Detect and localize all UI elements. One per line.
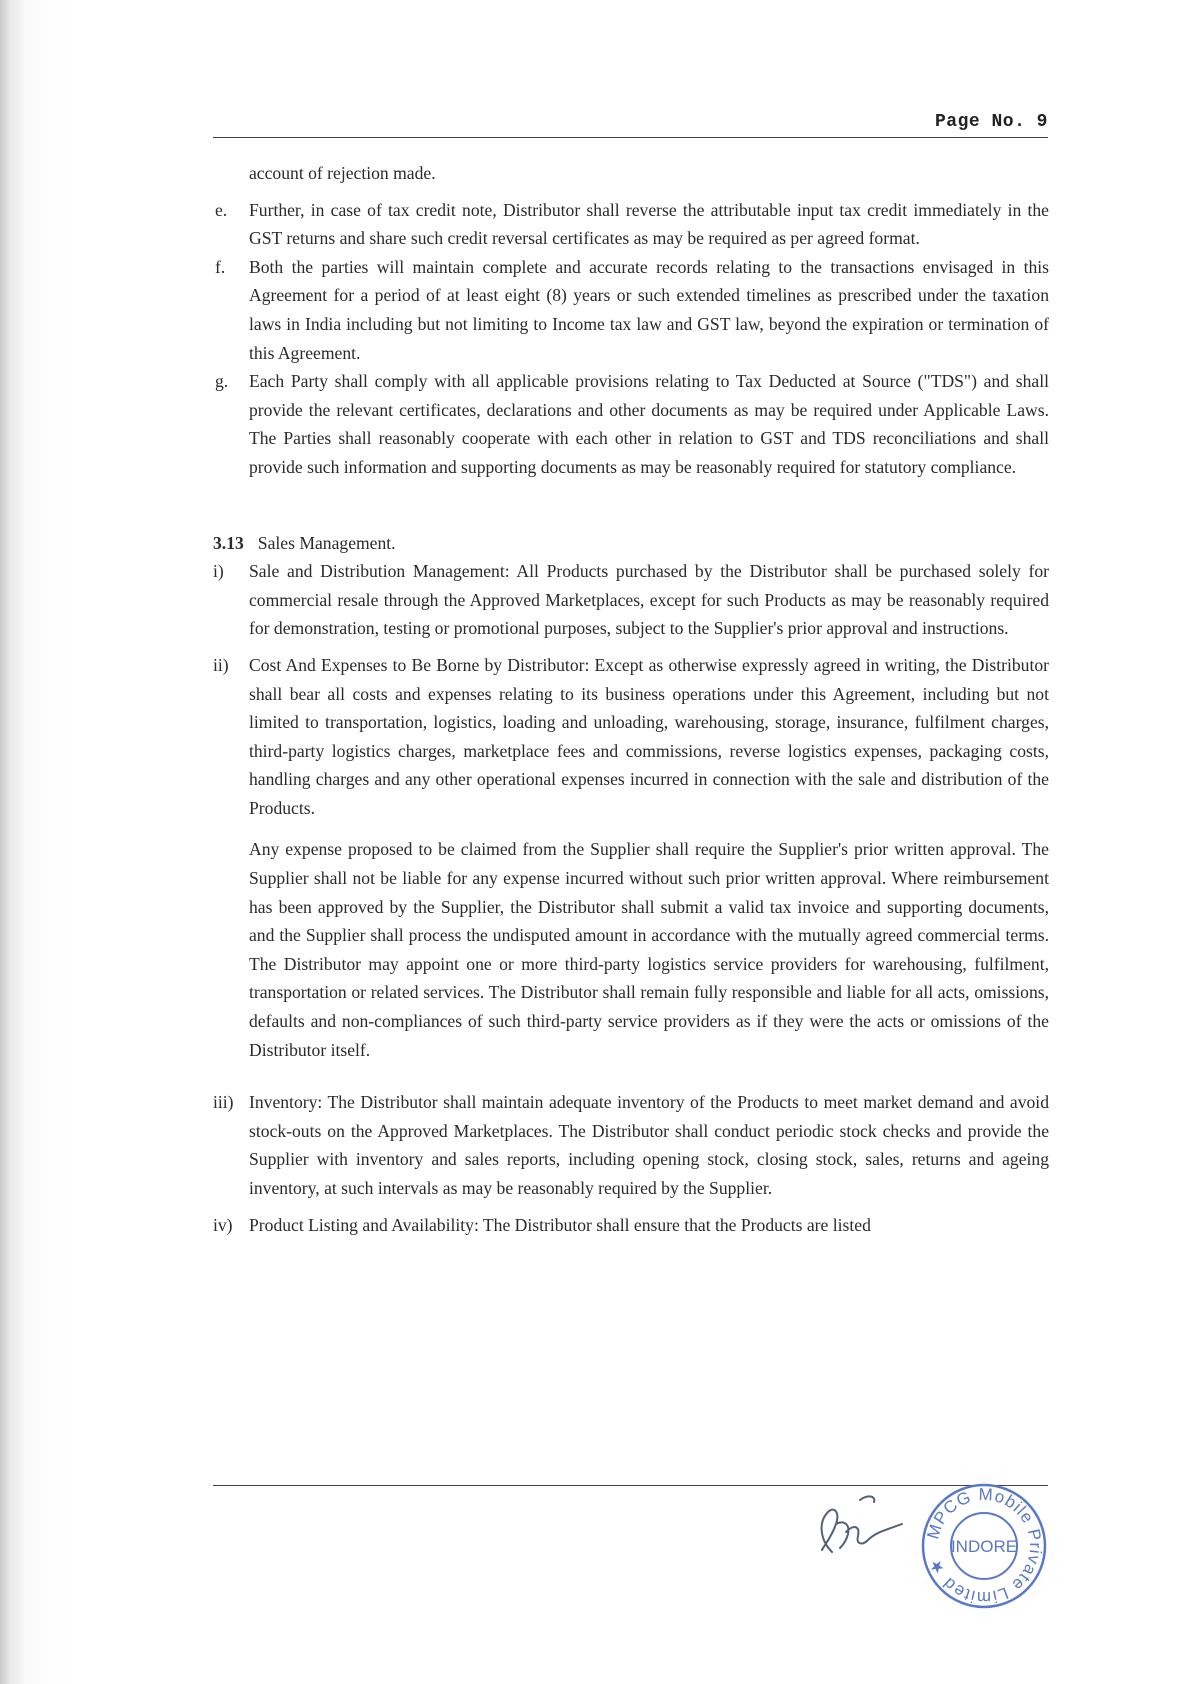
- subclause-ii: [213, 651, 1049, 823]
- subclause-ii-continuation: Any expense proposed to be claimed from the Supplier shall require the Supplier's prior written approval. The Supplier shall not be liable for any expense incurred without such prior written approval. Where reimbursement has been approved by the Supplier, the Distributor shall submit a valid tax invoice and supporting documents, and the Supplier shall process the undisputed amount in accordance with the mutually agreed commercial terms. The Distributor may appoint one or more third-party logistics service providers for warehousing, fulfilment, transportation or related services. The Distributor shall remain fully responsible and liable for all acts, omissions, defaults and non-compliances of such third-party service providers as if they were the acts or omissions of the Distributor itself.: [249, 839, 1049, 1060]
- clause-marker: e.: [215, 199, 228, 220]
- subclause-i: [213, 557, 1049, 643]
- handwritten-signature: [810, 1490, 920, 1560]
- seal-center-text: INDORE: [950, 1537, 1018, 1556]
- section-title: Sales Management.: [257, 532, 396, 553]
- clause-item-e: [213, 196, 1049, 253]
- section-number: 3.13: [213, 532, 244, 553]
- subclause-text: Cost And Expenses to Be Borne by Distributor: Except as otherwise expressly agreed in writing, the Distributor shall bear all costs and expenses relating to its business operations under this Agreement, including but not limited to transportation, logistics, loading and unloading, warehousing, storage, insurance, fulfilment charges, third-party logistics charges, marketplace fees and commissions, reverse logistics expenses, packaging costs, handling charges and any other operational expenses incurred in connection with the sale and distribution of the Products.: [249, 654, 1049, 818]
- subclause-text: Product Listing and Availability: The Distributor shall ensure that the Products are listed: [249, 1214, 871, 1235]
- page-number: Page No. 9: [934, 112, 1048, 132]
- clause-text: Both the parties will maintain complete and accurate records relating to the transactions envisaged in this Agreement for a period of at least eight (8) years or such extended timelines as prescribed under the taxation laws in India including but not limiting to Income tax law and GST law, beyond the expiration or termination of this Agreement.: [249, 256, 1049, 363]
- company-seal-stamp: [918, 1480, 1050, 1612]
- subclause-text: Inventory: The Distributor shall maintain adequate inventory of the Products to meet market demand and avoid stock-outs on the Approved Marketplaces. The Distributor shall conduct periodic stock checks and provide the Supplier with inventory and sales reports, including opening stock, closing stock, sales, returns and ageing inventory, at such intervals as may be reasonably required by the Supplier.: [249, 1092, 1049, 1198]
- continuation-text: account of rejection made.: [249, 163, 436, 183]
- svg-text:MPCG Mobile Private Limited ★: MPCG Mobile Private Limited ★: [923, 1484, 1046, 1608]
- clause-marker: g.: [215, 371, 229, 392]
- clause-item-f: [213, 253, 1049, 367]
- subclause-iii: [213, 1088, 1049, 1202]
- subclause-marker: ii): [213, 654, 229, 675]
- clause-marker: f.: [215, 256, 226, 277]
- clause-text: Further, in case of tax credit note, Distributor shall reverse the attributable input tax credit immediately in the GST returns and share such credit reversal certificates as may be required as per agreed format.: [249, 199, 1049, 249]
- clause-item-g: [213, 367, 1049, 481]
- section-heading: [213, 529, 1049, 558]
- subclause-iv: [213, 1211, 1049, 1240]
- subclause-marker: iii): [213, 1092, 234, 1113]
- subclause-text: Sale and Distribution Management: All Products purchased by the Distributor shall be purchased solely for commercial resale through the Approved Marketplaces, except for such Products as may be reasonably required for demonstration, testing or promotional purposes, subject to the Supplier's prior approval and instructions.: [249, 561, 1049, 639]
- header-rule: [213, 137, 1048, 138]
- subclause-marker: i): [213, 561, 224, 582]
- subclause-marker: iv): [213, 1214, 233, 1235]
- document-body: [213, 159, 1049, 1239]
- clause-text: Each Party shall comply with all applicable provisions relating to Tax Deducted at Source ("TDS") and shall provide the relevant certificates, declarations and other documents as may be required under Applicable Laws. The Parties shall reasonably cooperate with each other in relation to GST and TDS reconciliations and shall provide such information and supporting documents as may be reasonably required for statutory compliance.: [249, 371, 1049, 477]
